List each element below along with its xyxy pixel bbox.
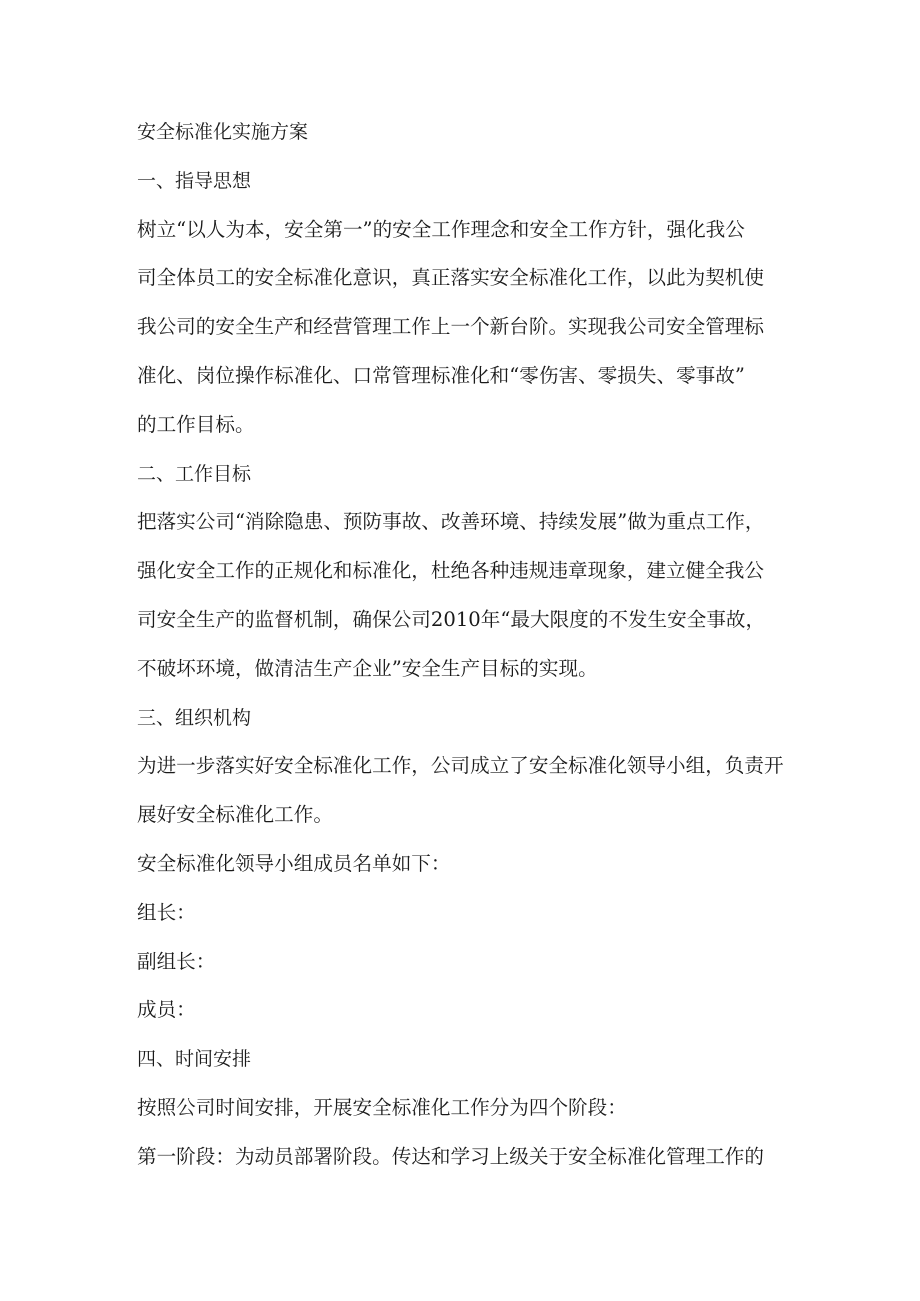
section-heading-work-goal: 二、工作目标: [137, 462, 252, 485]
paragraph-line: 展好安全标准化工作。: [137, 803, 333, 827]
member-list-intro: 安全标准化领导小组成员名单如下：: [137, 851, 451, 875]
section-heading-guiding-thought: 一、指导思想: [137, 169, 252, 192]
members-label: 成员：: [137, 998, 196, 1022]
paragraph-line: 的工作目标。: [137, 412, 255, 436]
paragraph-line: 为进一步落实好安全标准化工作，公司成立了安全标准化领导小组，负责开: [137, 754, 784, 778]
paragraph-line: 不破坏环境，做清洁生产企业”安全生产目标的实现。: [137, 656, 598, 680]
section-heading-organization: 三、组织机构: [137, 706, 252, 729]
section-heading-schedule: 四、时间安排: [137, 1048, 252, 1071]
document-body: [137, 108, 797, 1182]
paragraph-line: 树立“以人为本，安全第一”的安全工作理念和安全工作方针，强化我公: [137, 217, 745, 241]
document-title: 安全标准化实施方案: [137, 121, 309, 143]
paragraph-line: 第一阶段：为动员部署阶段。传达和学习上级关于安全标准化管理工作的: [137, 1144, 764, 1168]
paragraph-line: 强化安全工作的正规化和标准化，杜绝各种违规违章现象，建立健全我公: [137, 559, 764, 583]
paragraph-line: 我公司的安全生产和经营管理工作上一个新台阶。实现我公司安全管理标: [137, 315, 764, 339]
paragraph-line: 司全体员工的安全标准化意识，真正落实安全标准化工作，以此为契机使: [137, 266, 764, 290]
paragraph-line: 按照公司时间安排，开展安全标准化工作分为四个阶段：: [137, 1095, 627, 1119]
paragraph-line: 把落实公司“消除隐患、预防事故、改善环境、持续发展”做为重点工作，: [137, 510, 765, 534]
paragraph-line: 准化、岗位操作标准化、口常管理标准化和“零伤害、零损失、零事故”: [137, 363, 745, 387]
paragraph-line: 司安全生产的监督机制，确保公司2010年“最大限度的不发生安全事故，: [137, 607, 766, 631]
deputy-leader-label: 副组长：: [137, 949, 216, 973]
leader-label: 组长：: [137, 900, 196, 924]
